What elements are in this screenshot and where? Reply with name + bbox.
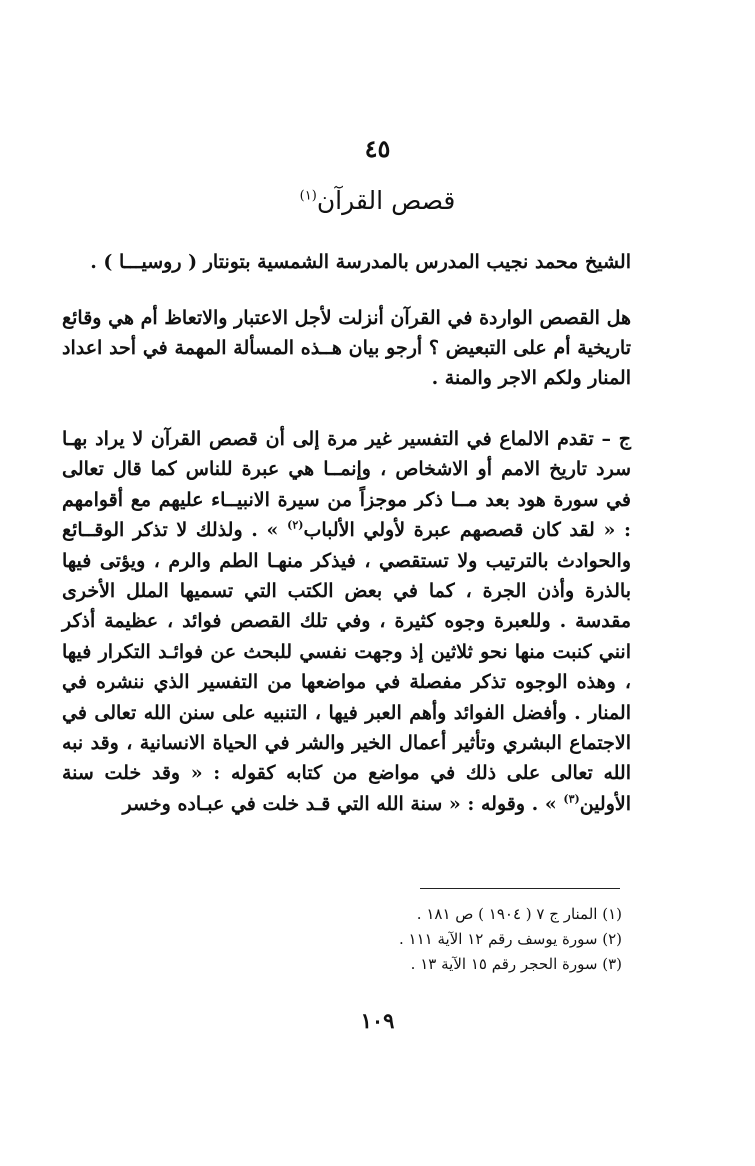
- footer-page-number: ١٠٩: [360, 1008, 395, 1033]
- footnotes: [200, 902, 622, 977]
- answer-text-part1: ج – تقدم الالماع في التفسير غير مرة إلى أن قصص القرآن لا يراد بهـا سرد تاريخ الامم أو الاشخاص ، وإنمــا هي عبرة للناس كما قال تعالى في سورة هود بعد مــا ذكر موجزاً من سيرة الانبيــاء عليهم مع أقوامهم : « لقد كان قصصهم عبرة لأولي الألباب: [62, 428, 631, 542]
- title-footnote-marker: (١): [299, 188, 317, 204]
- article-title-text: قصص القرآن: [316, 186, 456, 215]
- answer-text-part2: » . ولذلك لا تذكر الوقــائع والحوادث بالترتيب ولا تستقصي ، فيذكر منهـا الطم والرم ، ويؤتى فيها بالذرة وأذن الجرة ، كما في بعض الكتب التي تسميها الملل الأخرى مقدسة . وللعبرة وجوه كثيرة ، وفي تلك القصص فوائد ، عظيمة أذكر انني كنبت منها نحو ثلاثين إذ وجهت نفسي للبحث عن فوائـد التكرار فيها ، وهذه الوجوه تذكر مفصلة في مواضعها من التفسير الذي ننشره في المنار . وأفضل الفوائد وأهم العبر فيها ، التنبيه على سنن الله تعالى في الاجتماع البشري وتأثير أعمال الخير والشر في الحياة الانسانية ، وقد نبه الله تعالى على ذلك في مواضع من كتابه كقوله : « وقد خلت سنة الأولين: [62, 519, 631, 815]
- answer-paragraph: [62, 424, 631, 819]
- footnote-separator: [420, 888, 620, 889]
- header-page-number: ٤٥: [364, 134, 391, 163]
- footnote-3: (٣) سورة الحجر رقم ١٥ الآية ١٣ .: [410, 955, 622, 973]
- answer-text-part3: » . وقوله : « سنة الله التي قـد خلت في عبـاده وخسر: [122, 792, 564, 815]
- footnote-marker-2: (٢): [287, 518, 304, 532]
- article-title: [0, 186, 755, 215]
- question-paragraph: هل القصص الواردة في القرآن أنزلت لأجل الاعتبار والاتعاظ أم هي وقائع تاريخية أم على التبعيض ؟ أرجو بيان هــذه المسألة المهمة في أحد اعداد المنار ولكم الاجر والمنة .: [62, 307, 631, 389]
- footnote-marker-3: (٣): [563, 792, 580, 806]
- author-line: الشيخ محمد نجيب المدرس بالمدرسة الشمسية بتونتار ( روسيـــا ) .: [90, 251, 631, 273]
- footnote-2: (٢) سورة يوسف رقم ١٢ الآية ١١١ .: [398, 930, 622, 948]
- footnote-1: (١) المنار ج ٧ ( ١٩٠٤ ) ص ١٨١ .: [416, 905, 622, 923]
